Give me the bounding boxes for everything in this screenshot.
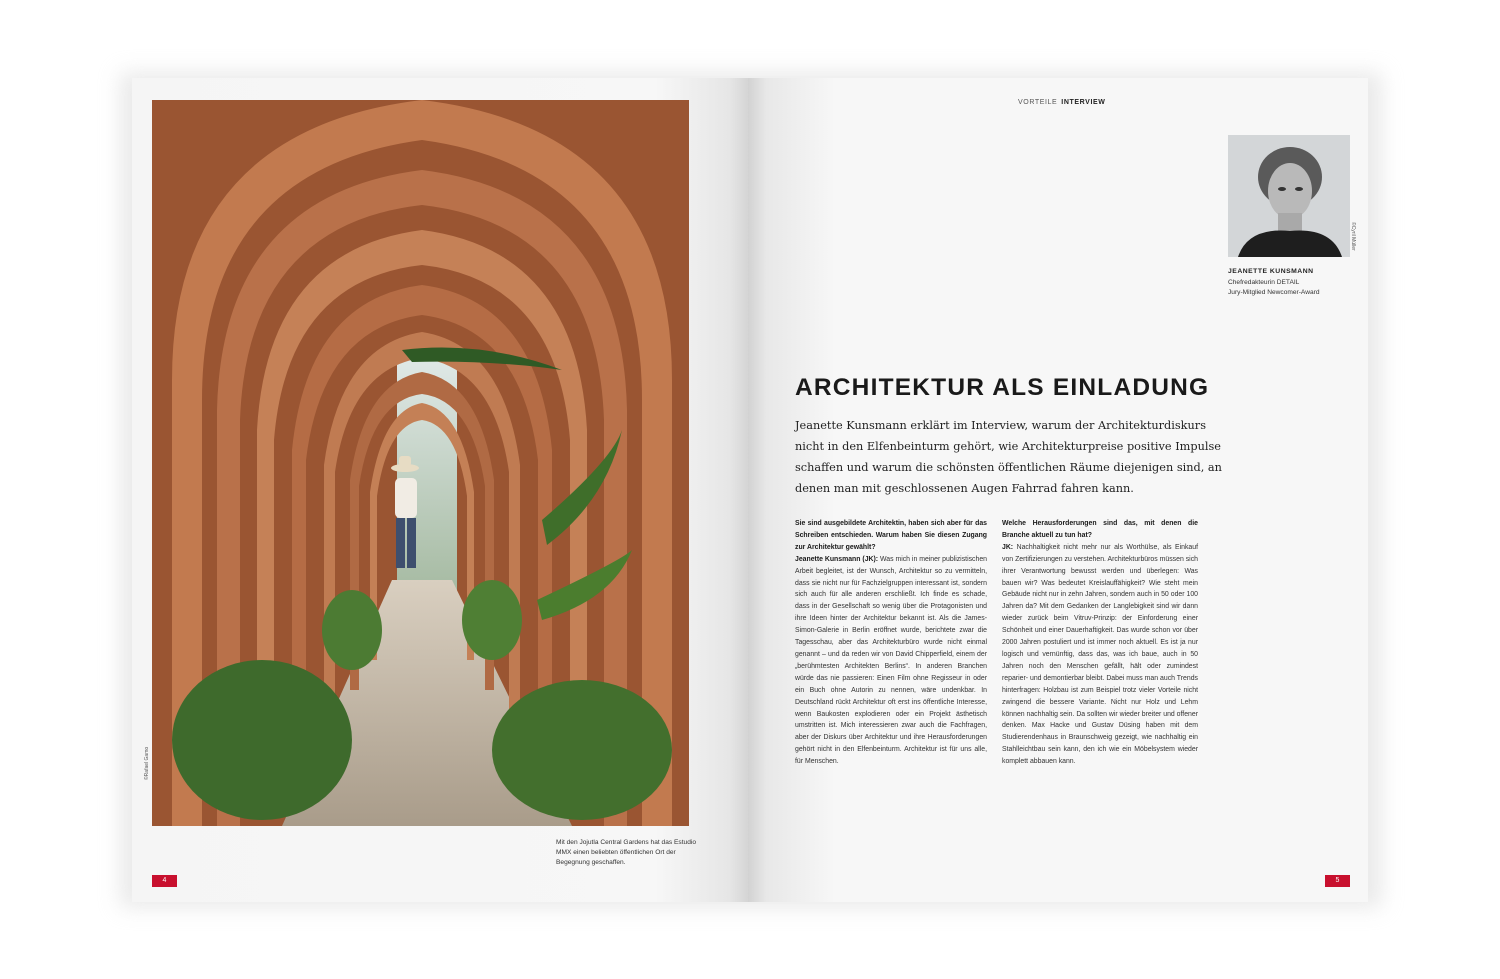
running-head — [1018, 99, 1105, 106]
page-number-left: 4 — [152, 875, 177, 887]
speaker-label-2: JK: — [1002, 543, 1017, 551]
article-lead: Jeanette Kunsmann erklärt im Interview, warum der Architekturdiskurs nicht in den Elfenbeinturm gehört, wie Architekturpreise positive Impulse schaffen und warum die schönsten öffentlichen Räume diejenigen sind, an denen man mit geschlossenen Augen Fahrrad fahren kann. — [795, 419, 1222, 495]
arcade-photo — [152, 100, 689, 826]
photo-caption: Mit den Jojutla Central Gardens hat das Estudio MMX einen beliebten öffentlichen Ort der Begegnung geschaffen. — [556, 839, 697, 866]
person-roles — [1228, 278, 1319, 297]
person-name: JEANETTE KUNSMANN — [1228, 268, 1314, 275]
person-role-1: Chefredakteurin DETAIL — [1228, 279, 1300, 286]
portrait-credit: ©Cyril Müller — [1350, 222, 1356, 251]
running-head-topic: INTERVIEW — [1061, 99, 1106, 106]
running-head-section: VORTEILE — [1018, 99, 1058, 106]
interview-answer-2: Nachhaltigkeit nicht mehr nur als Worthülse, als Einkauf von Zertifizierungen zu verstehen. Architekturbüros müssen sich ihrer Verantwortung bewusst werden und überlegen: Was bauen wir? Was bedeutet Kreislauffähigkeit? Wie steht mein Gebäude nicht nur in zehn Jahren, sondern auch in 50 oder 100 Jahren da? Mit dem Gedanken der Langlebigkeit sind wir dann wieder zurück beim Vitruv-Prinzip: der Einforderung einer Schönheit und einer Dauerhaftigkeit. Das wurde schon vor über 2000 Jahren postuliert und ist immer noch aktuell. Es ist ja nur logisch und vernünftig, dass das, was ich baue, auch in 50 Jahren noch den Menschen gefällt, hält oder zumindest reparier- und demontierbar bleibt. Dabei muss man auch Trends hinterfragen: Holzbau ist zum Beispiel trotz vieler Vorteile nicht zwingend die bessere Variante. Nicht nur Holz und Lehm können nachhaltig sein. Da sollten wir wieder breiter und offener denken. Max Hacke und Gustav Düsing haben mit dem Studierendenhaus in Braunschweig gezeigt, wie nachhaltig ein Stahlleichtbau sein kann, den ich wie ein Möbelsystem wieder komplett abbauen kann. — [1002, 543, 1198, 766]
page-number-right: 5 — [1325, 875, 1350, 887]
photo-credit: ©Rafael Gamo — [144, 746, 150, 780]
speaker-label-1: Jeanette Kunsmann (JK): — [795, 555, 881, 563]
article-headline: ARCHITEKTUR ALS EINLADUNG — [795, 374, 1210, 401]
portrait-photo — [1228, 135, 1350, 257]
interview-question-1: Sie sind ausgebildete Architektin, haben sich aber für das Schreiben entschieden. Warum haben Sie diesen Zugang zur Architektur gewählt? — [795, 520, 987, 551]
interview-question-2: Welche Herausforderungen sind das, mit denen die Branche aktuell zu tun hat? — [1002, 520, 1198, 539]
person-role-2: Jury-Mitglied Newcomer-Award — [1228, 288, 1320, 296]
interview-answer-1: Was mich in meiner publizistischen Arbeit begleitet, ist der Wunsch, Architektur so zu vermitteln, dass sie nicht nur für Fachzielgruppen interessant ist, sondern sich auch für alle anderen erschließt. Ich finde es schade, dass in der Gesellschaft so wenig über die Protagonisten und ihre Ideen hinter der Architektur bekannt ist. Als die James-Simon-Galerie in Berlin eröffnet wurde, berichtete zwar die Tagesschau, aber das Architekturbüro wurde nicht einmal genannt – und da reden wir von David Chipperfield, einem der „berühmtesten Architekten Berlins“. In anderen Branchen würde das nie passieren: Einen Film ohne Regisseur in oder ein Buch ohne Autorin zu nennen, wäre undenkbar. In Deutschland rückt Architektur oft erst ins öffentliche Interesse, wenn Baukosten explodieren oder ein Projekt ästhetisch umstritten ist. Mich interessieren zwar auch die Fachfragen, aber der Diskurs über Architektur und ihre Herausforderungen gehört nicht in den Elfenbeinturm. Architektur ist für uns alle, für Menschen. — [795, 555, 987, 766]
text-column-2 — [1002, 518, 1198, 768]
text-column-1 — [795, 518, 987, 768]
